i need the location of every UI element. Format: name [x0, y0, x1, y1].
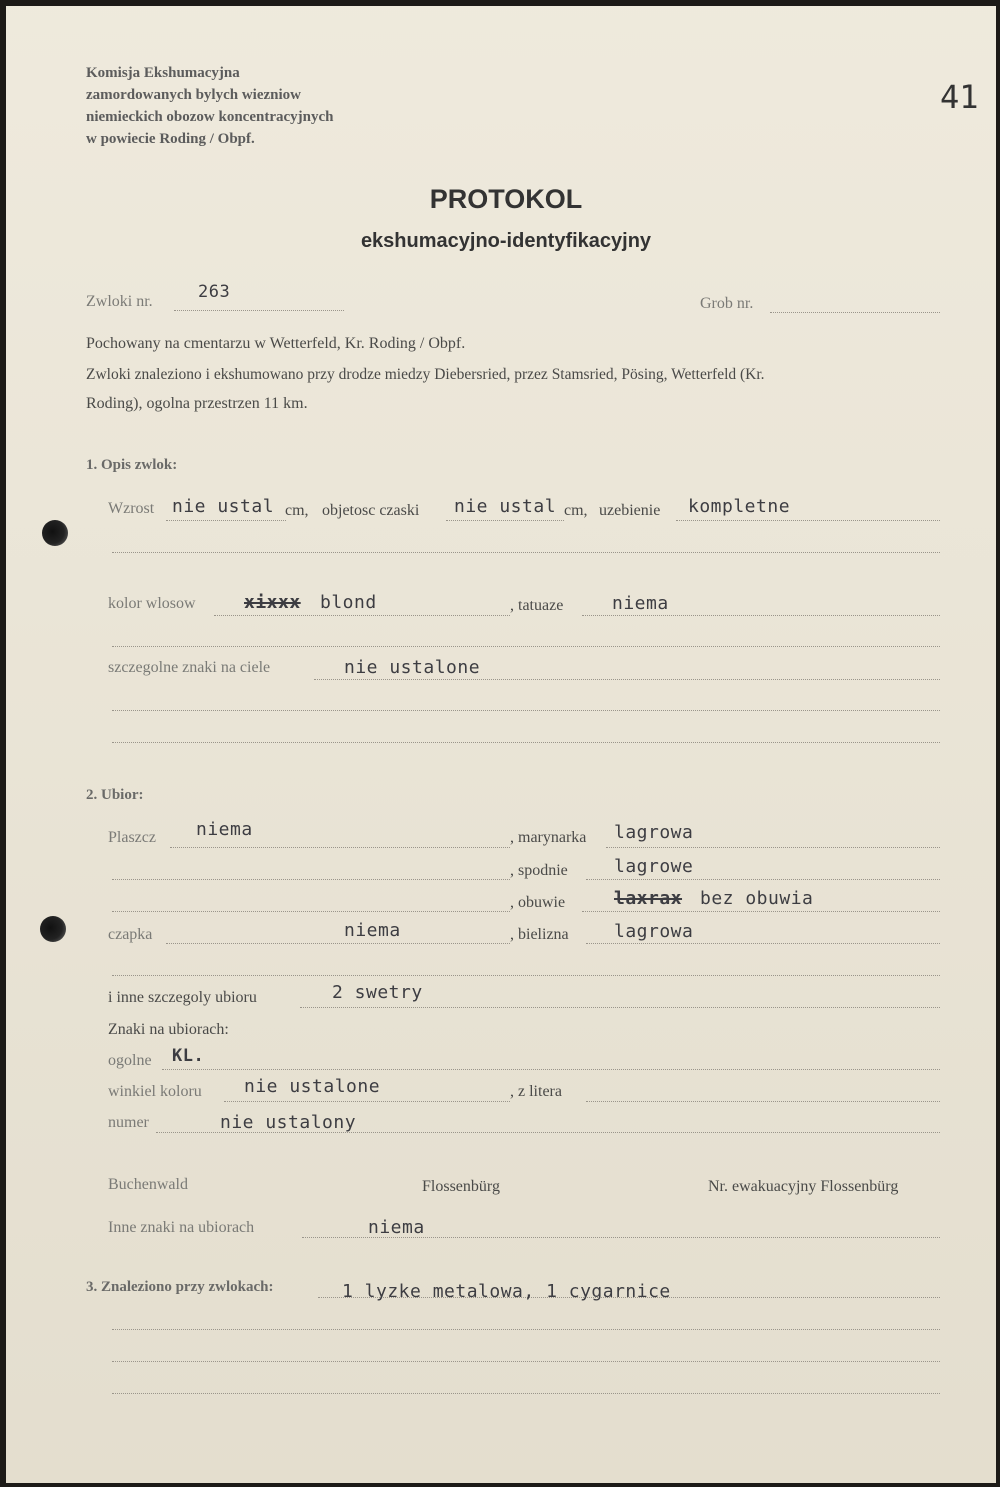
ogolne-value: KL.	[172, 1046, 205, 1066]
section-3-heading: 3. Znaleziono przy zwlokach:	[86, 1279, 274, 1295]
inne-znaki-label: Inne znaki na ubiorach	[108, 1219, 255, 1236]
ewak-label: Nr. ewakuacyjny Flossenbürg	[708, 1178, 899, 1195]
plaszcz-label: Plaszcz	[108, 829, 156, 846]
czapka-label: czapka	[108, 926, 153, 943]
obuwie-value: bez obuwia	[700, 888, 814, 909]
tatuaze-value: niema	[612, 593, 669, 614]
czaszka-value: nie ustal	[454, 496, 557, 517]
numer-label: numer	[108, 1114, 149, 1131]
uzebienie-value: kompletne	[688, 496, 791, 517]
ogolne-label: ogolne	[108, 1052, 152, 1069]
commission-header	[86, 62, 333, 150]
znaki-cialo-label: szczegolne znaki na ciele	[108, 659, 271, 676]
uzebienie-label: uzebienie	[599, 502, 661, 519]
page-number: 41	[940, 78, 979, 116]
grob-label: Grob nr.	[700, 295, 754, 312]
header-line: zamordowanych bylych wiezniow	[86, 87, 301, 103]
czaszka-label: objetosc czaski	[322, 502, 420, 519]
czapka-value: niema	[344, 920, 401, 941]
zwloki-label: Zwloki nr.	[86, 293, 153, 310]
burial-line: Pochowany na cmentarzu w Wetterfeld, Kr. Roding / Obpf.	[86, 335, 466, 352]
found-line: Zwloki znaleziono i ekshumowano przy drodze miedzy Diebersried, przez Stamsried, Pösing, Wetterfeld (Kr.	[86, 366, 765, 383]
obuwie-label: , obuwie	[510, 894, 566, 911]
winkiel-label: winkiel koloru	[108, 1083, 202, 1100]
wlosy-label: kolor wlosow	[108, 595, 196, 612]
header-line: w powiecie Roding / Obpf.	[86, 131, 255, 147]
document-title: PROTOKOL	[429, 184, 583, 214]
document-subtitle: ekshumacyjno-identyfikacyjny	[360, 230, 652, 252]
numer-value: nie ustalony	[220, 1112, 357, 1133]
bielizna-value: lagrowa	[614, 921, 694, 942]
inne-szczegoly-value: 2 swetry	[332, 982, 423, 1003]
cm-unit: cm,	[564, 502, 588, 519]
marynarka-label: , marynarka	[510, 829, 587, 846]
wzrost-value: nie ustal	[172, 496, 275, 517]
znaki-ubiory-label: Znaki na ubiorach:	[108, 1021, 229, 1038]
wlosy-struck: xixxx	[244, 592, 301, 613]
flossenburg-label: Flossenbürg	[422, 1178, 500, 1195]
header-line: niemieckich obozow koncentracyjnych	[86, 109, 334, 125]
buchenwald-label: Buchenwald	[108, 1176, 188, 1193]
cm-unit: cm,	[285, 502, 309, 519]
litera-label: , z litera	[510, 1083, 562, 1100]
section-1-heading: 1. Opis zwlok:	[86, 457, 178, 473]
wlosy-value: blond	[320, 592, 377, 613]
spodnie-value: lagrowe	[614, 856, 694, 877]
punch-hole	[42, 520, 68, 546]
marynarka-value: lagrowa	[614, 822, 694, 843]
document-page	[6, 6, 996, 1483]
header-line: Komisja Ekshumacyjna	[86, 65, 240, 81]
bielizna-label: , bielizna	[510, 926, 569, 943]
winkiel-value: nie ustalone	[244, 1076, 381, 1097]
spodnie-label: , spodnie	[510, 862, 568, 879]
inne-znaki-value: niema	[368, 1217, 425, 1238]
tatuaze-label: , tatuaze	[510, 597, 564, 614]
obuwie-struck: laxrax	[614, 888, 683, 909]
distance-line: Roding), ogolna przestrzen 11 km.	[86, 395, 308, 412]
znaki-cialo-value: nie ustalone	[344, 657, 481, 678]
inne-szczegoly-label: i inne szczegoly ubioru	[108, 989, 257, 1006]
section-3-value: 1 lyzke metalowa, 1 cygarnice	[342, 1281, 671, 1302]
zwloki-number: 263	[198, 282, 231, 302]
section-2-heading: 2. Ubior:	[86, 787, 144, 803]
wzrost-label: Wzrost	[108, 500, 155, 517]
plaszcz-value: niema	[196, 819, 253, 840]
punch-hole	[40, 916, 66, 942]
